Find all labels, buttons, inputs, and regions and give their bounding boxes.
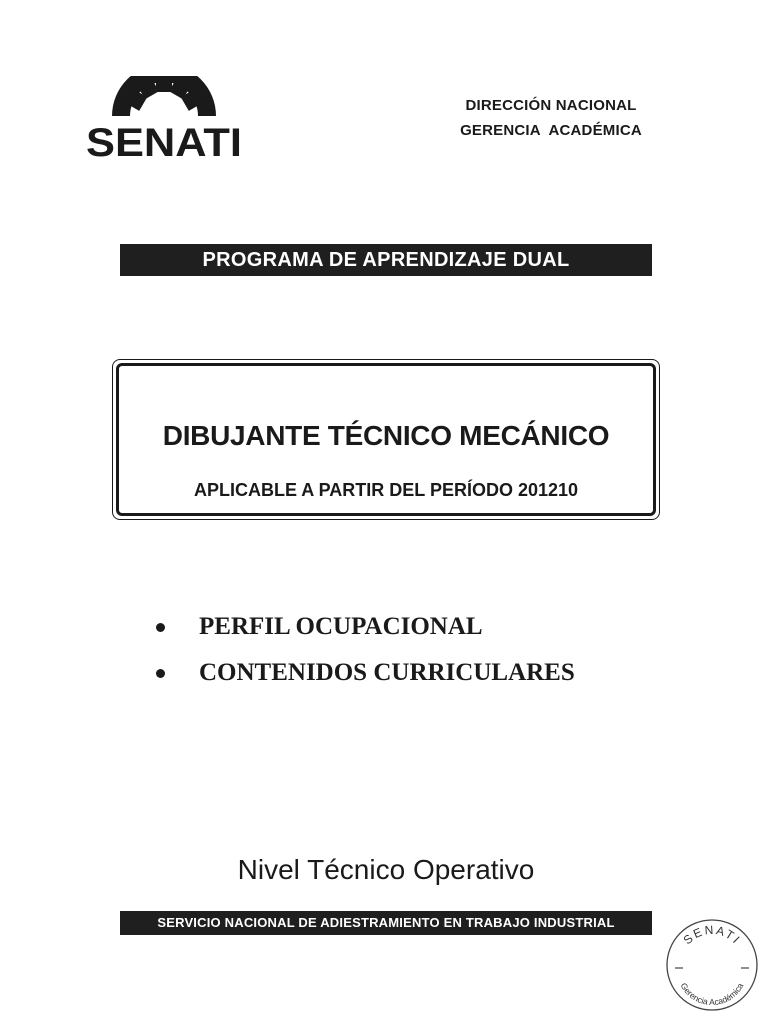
bullet-icon [156, 669, 165, 678]
content-list [150, 604, 575, 696]
stamp-top-text: SENATI [680, 922, 744, 948]
header-institution [420, 93, 682, 143]
bullet-icon [156, 623, 165, 632]
document-subtitle: APLICABLE A PARTIR DEL PERÍODO 201210 [193, 480, 579, 500]
header-line-2: GERENCIA ACADÉMICA [460, 122, 642, 139]
footer-banner: SERVICIO NACIONAL DE ADIESTRAMIENTO EN TRABAJO INDUSTRIAL [120, 911, 652, 935]
gear-icon [112, 76, 216, 116]
senati-logo [84, 76, 244, 160]
title-box-inner [116, 363, 656, 516]
list-item-label: CONTENIDOS CURRICULARES [199, 659, 575, 686]
level-heading: Nivel Técnico Operativo [237, 854, 535, 885]
logo-wordmark: SENATI [86, 121, 242, 160]
title-box [112, 359, 660, 520]
header-line-1: DIRECCIÓN NACIONAL [465, 97, 637, 114]
list-item [150, 650, 575, 696]
stamp-seal [665, 918, 759, 1012]
stamp-bottom-text: Gerencia Académica [678, 981, 746, 1008]
program-banner: PROGRAMA DE APRENDIZAJE DUAL [120, 244, 652, 276]
list-item [150, 604, 575, 650]
document-title: DIBUJANTE TÉCNICO MECÁNICO [162, 420, 610, 451]
list-item-label: PERFIL OCUPACIONAL [199, 613, 483, 640]
